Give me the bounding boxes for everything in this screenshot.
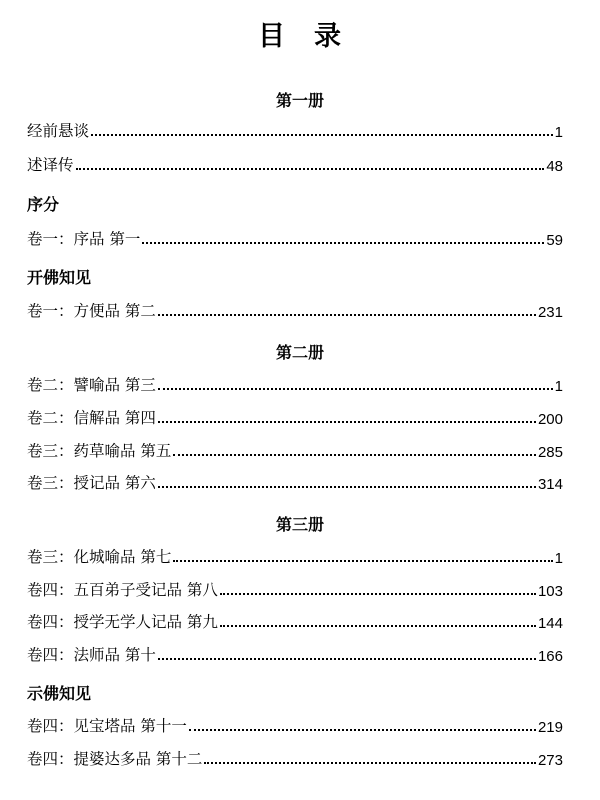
toc-entry-label: 卷二：信解品 第四 (27, 409, 156, 427)
dot-leader (158, 388, 553, 390)
toc-entry-page: 219 (537, 719, 563, 736)
toc-entry-page: 314 (537, 476, 563, 493)
toc-entry[interactable] (27, 643, 563, 665)
toc-entry-label: 经前悬谈 (27, 122, 90, 140)
toc-entry-page: 200 (537, 411, 563, 428)
volume-heading-1: 第一册 (275, 91, 324, 110)
toc-entry-label: 卷三：化城喻品 第七 (27, 548, 172, 566)
toc-entry[interactable] (27, 545, 563, 567)
toc-entry[interactable] (27, 439, 563, 461)
dot-leader (158, 421, 536, 423)
dot-leader (158, 314, 536, 316)
toc-entry-page: 285 (537, 444, 563, 461)
toc-title (0, 14, 600, 53)
dot-leader (158, 658, 536, 660)
dot-leader (173, 454, 536, 456)
volume-heading-3: 第三册 (275, 515, 324, 534)
toc-entry-label: 卷三：药草喻品 第五 (27, 442, 172, 460)
toc-entry-label: 卷四：五百弟子受记品 第八 (27, 581, 218, 599)
toc-entry[interactable] (27, 610, 563, 632)
toc-entry-page: 231 (537, 304, 563, 321)
toc-entry[interactable] (27, 406, 563, 428)
dot-leader (173, 560, 552, 562)
toc-entry-label: 卷三：授记品 第六 (27, 474, 156, 492)
dot-leader (142, 242, 544, 244)
dot-leader (204, 762, 536, 764)
toc-entry-page: 48 (546, 158, 563, 175)
toc-entry-label: 卷四：提婆达多品 第十二 (27, 750, 203, 768)
toc-entry-page: 1 (554, 124, 563, 141)
toc-entry[interactable] (27, 578, 563, 600)
toc-entry[interactable] (27, 153, 563, 175)
toc-entry-page: 103 (537, 583, 563, 600)
toc-entry[interactable] (27, 299, 563, 321)
toc-entry[interactable] (27, 227, 563, 249)
toc-entry-page: 59 (546, 232, 563, 249)
toc-entry-label: 述译传 (27, 156, 74, 174)
toc-entry[interactable] (27, 373, 563, 395)
toc-entry-page: 273 (537, 752, 563, 769)
toc-entry-page: 144 (537, 615, 563, 632)
toc-entry-label: 卷四：授学无学人记品 第九 (27, 613, 218, 631)
toc-entry-page: 1 (554, 378, 563, 395)
toc-entry-label: 卷四：见宝塔品 第十一 (27, 717, 187, 735)
section-heading: 序分 (27, 195, 60, 214)
dot-leader (189, 729, 536, 731)
toc-entry-label: 卷一：方便品 第二 (27, 302, 156, 320)
toc-title-char-1: 目 (258, 21, 286, 52)
dot-leader (158, 486, 536, 488)
toc-entry-label: 卷一：序品 第一 (27, 230, 141, 248)
toc-entry-label: 卷二：譬喻品 第三 (27, 376, 156, 394)
toc-entry-page: 1 (554, 550, 563, 567)
dot-leader (220, 593, 536, 595)
volume-heading-2: 第二册 (275, 343, 324, 362)
toc-entry[interactable] (27, 119, 563, 141)
dot-leader (91, 134, 553, 136)
toc-entry[interactable] (27, 471, 563, 493)
toc-entry[interactable] (27, 747, 563, 769)
toc-entry[interactable] (27, 714, 563, 736)
toc-entry-page: 166 (537, 648, 563, 665)
dot-leader (76, 168, 545, 170)
section-heading: 开佛知见 (27, 268, 92, 287)
dot-leader (220, 625, 536, 627)
toc-title-char-2: 录 (314, 21, 342, 52)
section-heading: 示佛知见 (27, 684, 92, 703)
toc-entry-label: 卷四：法师品 第十 (27, 646, 156, 664)
